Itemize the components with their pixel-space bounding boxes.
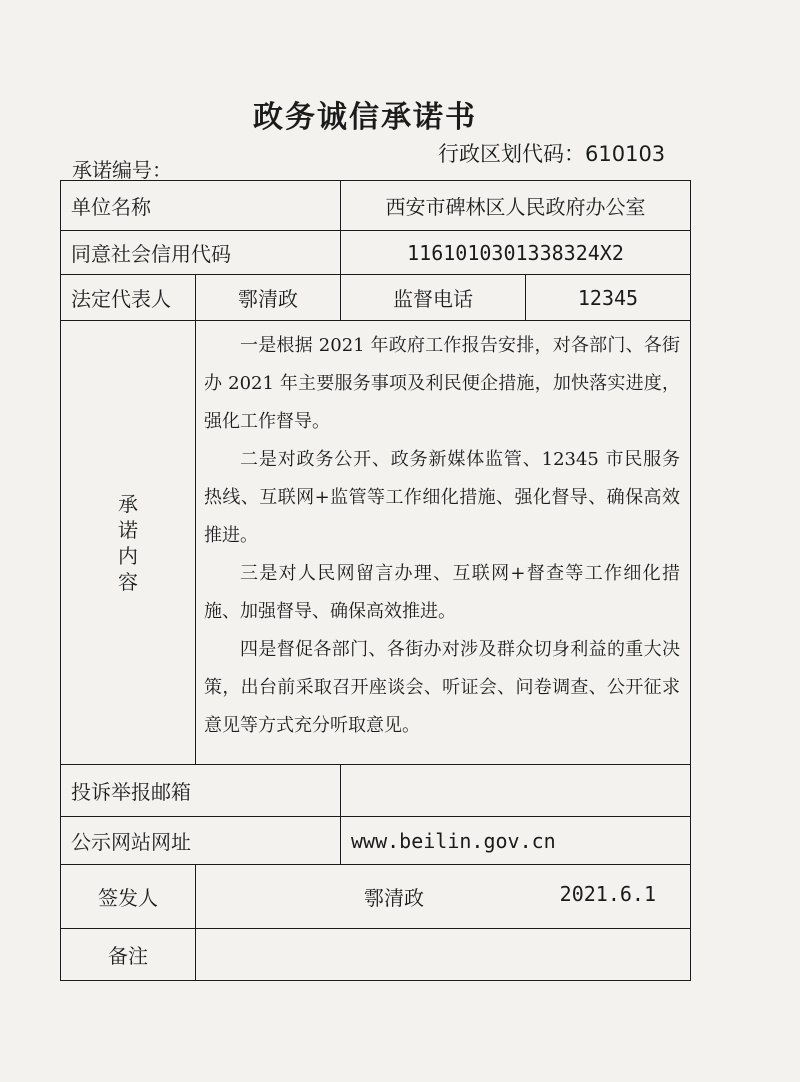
supervision-phone-label: 监督电话 bbox=[341, 275, 526, 321]
content-label-char: 内 bbox=[118, 543, 138, 568]
complaint-email-value bbox=[341, 765, 691, 817]
unit-name-label: 单位名称 bbox=[61, 181, 341, 231]
remarks-value bbox=[196, 929, 691, 981]
website-value: www.beilin.gov.cn bbox=[341, 817, 691, 865]
content-label-char: 承 bbox=[118, 491, 138, 516]
signer-label: 签发人 bbox=[61, 865, 196, 929]
commitment-number-label: 承诺编号： bbox=[72, 158, 172, 182]
sign-date: 2021.6.1 bbox=[559, 882, 656, 906]
supervision-phone-value: 12345 bbox=[526, 275, 691, 321]
credit-code-label: 同意社会信用代码 bbox=[61, 231, 341, 275]
remarks-row bbox=[61, 929, 691, 981]
legal-rep-row bbox=[61, 275, 691, 321]
legal-rep-label: 法定代表人 bbox=[61, 275, 196, 321]
commitment-content-body bbox=[196, 321, 691, 765]
commitment-content-label bbox=[61, 321, 196, 765]
website-label: 公示网站网址 bbox=[61, 817, 341, 865]
remarks-label: 备注 bbox=[61, 929, 196, 981]
commitment-paragraph: 三是对人民网留言办理、互联网+督查等工作细化措施、加强督导、确保高效推进。 bbox=[204, 563, 680, 622]
unit-name-row bbox=[61, 181, 691, 231]
complaint-email-row bbox=[61, 765, 691, 817]
commitment-content-row bbox=[61, 321, 691, 765]
content-label-char: 容 bbox=[118, 569, 138, 594]
signer-row bbox=[61, 865, 691, 929]
commitment-paragraph: 二是对政务公开、政务新媒体监管、12345 市民服务热线、互联网+监管等工作细化措施、强化督导、确保高效推进。 bbox=[204, 449, 680, 546]
document-title: 政务诚信承诺书 bbox=[253, 100, 477, 135]
commitment-paragraph: 四是督促各部门、各街办对涉及群众切身利益的重大决策，出台前采取召开座谈会、听证会、问卷调查、公开征求意见等方式充分听取意见。 bbox=[204, 639, 680, 736]
commitment-paragraph: 一是根据 2021 年政府工作报告安排，对各部门、各街办 2021 年主要服务事项及利民便企措施，加快落实进度，强化工作督导。 bbox=[204, 335, 680, 432]
signer-cell bbox=[196, 865, 691, 929]
content-label-char: 诺 bbox=[118, 517, 138, 542]
commitment-form-table bbox=[60, 180, 691, 981]
credit-code-value: 1161010301338324X2 bbox=[341, 231, 691, 275]
website-row bbox=[61, 817, 691, 865]
region-code: 行政区划代码：610103 bbox=[438, 142, 666, 166]
legal-rep-value: 鄠清政 bbox=[196, 275, 341, 321]
signer-name: 鄠清政 bbox=[364, 886, 424, 910]
unit-name-value: 西安市碑林区人民政府办公室 bbox=[341, 181, 691, 231]
complaint-email-label: 投诉举报邮箱 bbox=[61, 765, 341, 817]
credit-code-row bbox=[61, 231, 691, 275]
